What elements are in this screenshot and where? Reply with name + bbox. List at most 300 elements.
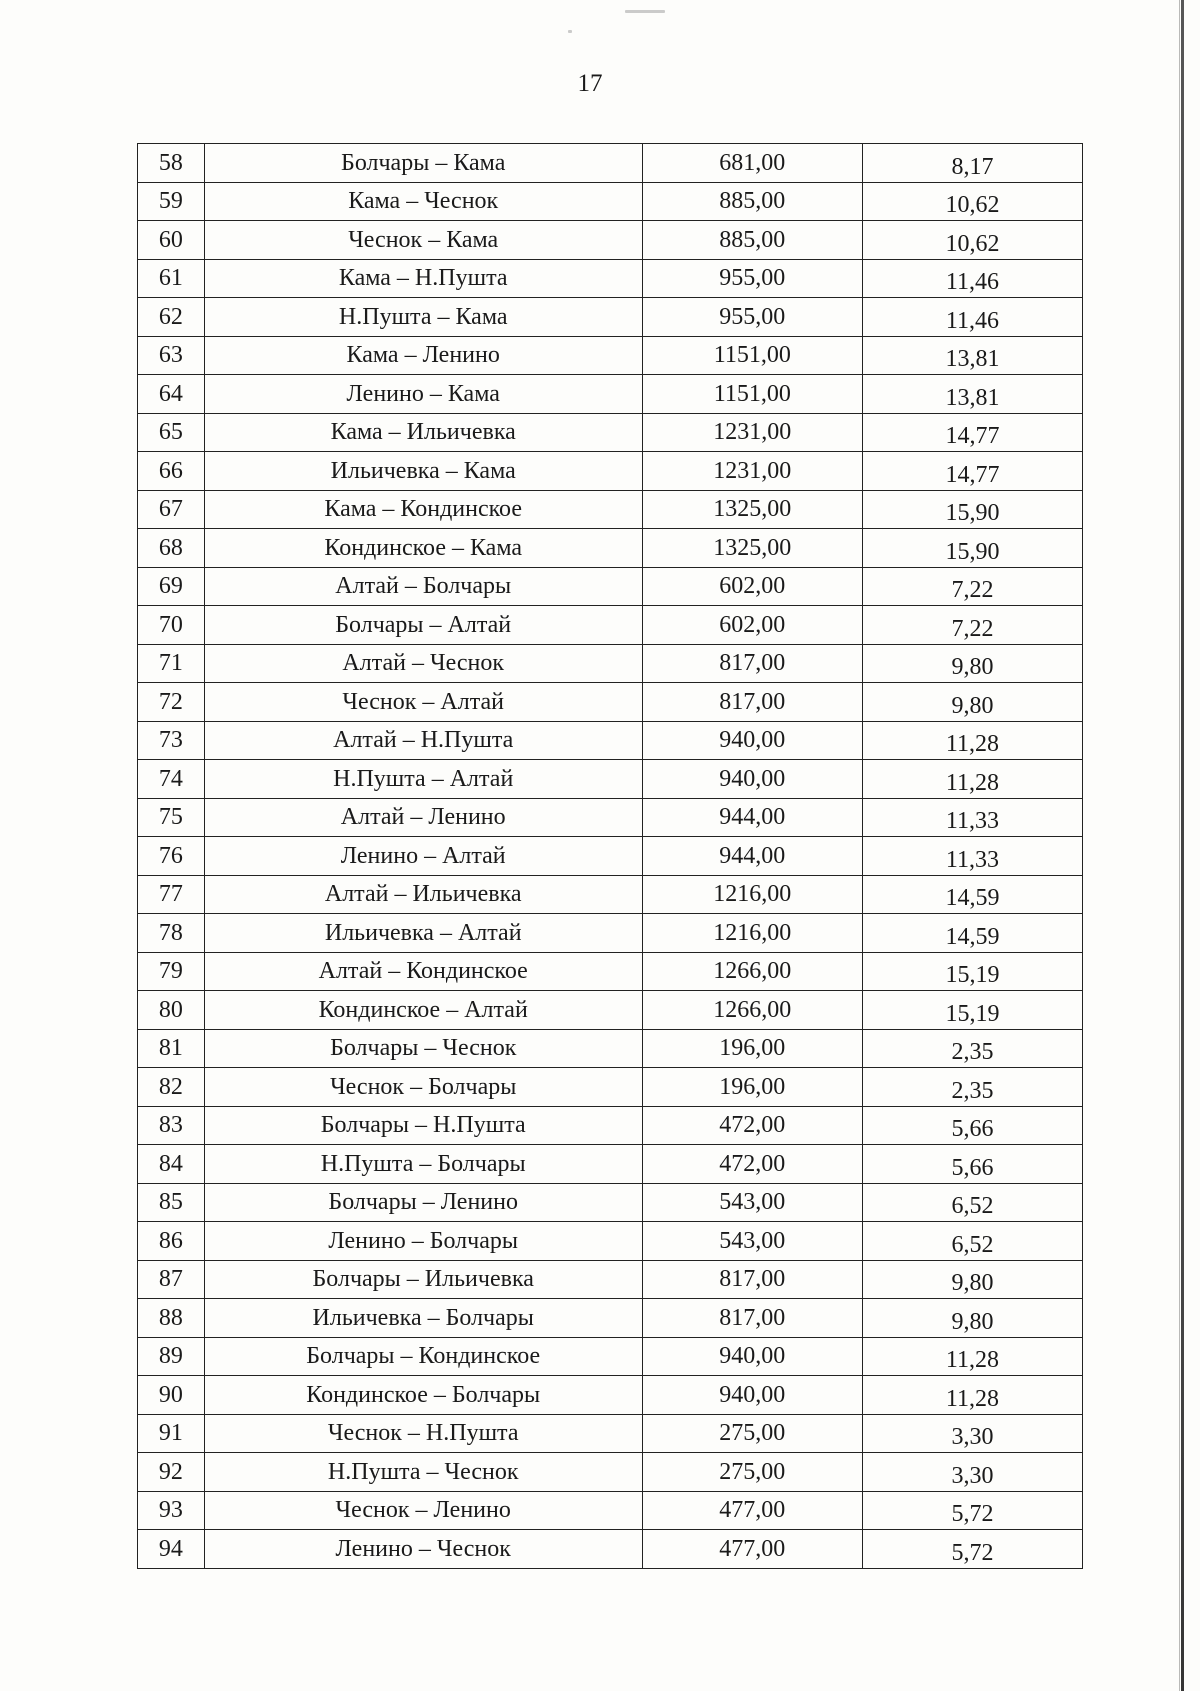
distance-cell-text: 955,00 <box>719 265 786 292</box>
distance-cell-text: 944,00 <box>719 842 786 869</box>
value-cell-text: 5,66 <box>951 1116 994 1143</box>
table-row <box>138 336 1083 375</box>
route-cell <box>204 144 642 183</box>
row-number-cell <box>138 952 205 991</box>
row-number-cell-text: 65 <box>158 419 183 446</box>
value-cell <box>862 1299 1082 1338</box>
value-cell-text: 10,62 <box>945 230 1000 257</box>
table-row <box>138 914 1083 953</box>
table-row <box>138 1299 1083 1338</box>
value-cell-text: 14,59 <box>945 923 1000 950</box>
distance-cell-text: 602,00 <box>719 611 786 638</box>
route-cell <box>204 1029 642 1068</box>
distance-cell-text: 944,00 <box>719 804 786 831</box>
route-cell-text: Чеснок – Н.Пушта <box>327 1420 519 1447</box>
table-row <box>138 952 1083 991</box>
route-cell-text: Болчары – Н.Пушта <box>320 1112 526 1139</box>
value-cell-text: 14,77 <box>945 461 1000 488</box>
row-number-cell <box>138 413 205 452</box>
value-cell <box>862 1491 1082 1530</box>
route-cell <box>204 259 642 298</box>
distance-cell <box>642 760 862 799</box>
route-cell-text: Алтай – Н.Пушта <box>333 727 514 754</box>
distance-cell <box>642 298 862 337</box>
distance-cell-text: 472,00 <box>719 1150 786 1177</box>
route-cell-text: Алтай – Чеснок <box>342 650 504 677</box>
distance-cell <box>642 1491 862 1530</box>
row-number-cell <box>138 1414 205 1453</box>
value-cell-text: 6,52 <box>951 1193 994 1220</box>
route-cell-text: Алтай – Ильичевка <box>324 881 522 908</box>
distance-cell-text: 1231,00 <box>713 457 792 484</box>
route-cell-text: Чеснок – Ленино <box>335 1497 511 1524</box>
distance-cell <box>642 875 862 914</box>
value-cell <box>862 760 1082 799</box>
value-cell-text: 9,80 <box>951 654 994 681</box>
value-cell <box>862 875 1082 914</box>
row-number-cell <box>138 298 205 337</box>
route-cell <box>204 1530 642 1569</box>
value-cell-text: 7,22 <box>951 615 994 642</box>
table-row <box>138 1337 1083 1376</box>
row-number-cell <box>138 1491 205 1530</box>
route-cell <box>204 1145 642 1184</box>
row-number-cell-text: 61 <box>158 265 183 292</box>
distance-cell <box>642 721 862 760</box>
distance-cell <box>642 567 862 606</box>
distance-cell-text: 1266,00 <box>713 958 792 985</box>
value-cell <box>862 567 1082 606</box>
distance-cell <box>642 644 862 683</box>
scan-edge-line <box>1179 0 1180 1691</box>
row-number-cell <box>138 567 205 606</box>
distance-cell <box>642 490 862 529</box>
table-row <box>138 182 1083 221</box>
table-row <box>138 452 1083 491</box>
route-cell-text: Ленино – Болчары <box>328 1227 518 1254</box>
row-number-cell-text: 79 <box>158 958 183 985</box>
row-number-cell-text: 83 <box>158 1112 183 1139</box>
distance-cell <box>642 1068 862 1107</box>
row-number-cell-text: 68 <box>158 534 183 561</box>
row-number-cell-text: 69 <box>158 573 183 600</box>
route-cell <box>204 1183 642 1222</box>
table-row <box>138 1145 1083 1184</box>
table-row <box>138 644 1083 683</box>
row-number-cell <box>138 259 205 298</box>
route-cell <box>204 182 642 221</box>
route-cell-text: Болчары – Ильичевка <box>312 1266 534 1293</box>
value-cell <box>862 1068 1082 1107</box>
route-cell-text: Ильичевка – Алтай <box>324 919 522 946</box>
distance-cell-text: 1231,00 <box>713 419 792 446</box>
distance-cell <box>642 1530 862 1569</box>
row-number-cell <box>138 991 205 1030</box>
row-number-cell-text: 90 <box>158 1381 183 1408</box>
route-cell <box>204 1337 642 1376</box>
route-cell-text: Кама – Н.Пушта <box>338 265 508 292</box>
route-cell <box>204 875 642 914</box>
table-row <box>138 683 1083 722</box>
distance-cell <box>642 375 862 414</box>
value-cell-text: 2,35 <box>951 1077 994 1104</box>
distance-cell-text: 543,00 <box>719 1189 786 1216</box>
distance-cell <box>642 413 862 452</box>
row-number-cell <box>138 182 205 221</box>
distance-cell-text: 543,00 <box>719 1227 786 1254</box>
table-row <box>138 1183 1083 1222</box>
scan-edge-shadow <box>1181 0 1184 1691</box>
table-row <box>138 760 1083 799</box>
value-cell-text: 15,19 <box>945 1000 1000 1027</box>
row-number-cell <box>138 1145 205 1184</box>
route-table-body <box>138 144 1083 1569</box>
distance-cell <box>642 1453 862 1492</box>
value-cell-text: 13,81 <box>945 346 1000 373</box>
route-cell <box>204 567 642 606</box>
distance-cell-text: 1325,00 <box>713 534 792 561</box>
distance-cell <box>642 683 862 722</box>
route-cell-text: Н.Пушта – Кама <box>338 303 508 330</box>
row-number-cell <box>138 914 205 953</box>
route-cell <box>204 1414 642 1453</box>
row-number-cell-text: 87 <box>158 1266 183 1293</box>
route-cell-text: Кама – Ильичевка <box>330 419 516 446</box>
table-row <box>138 259 1083 298</box>
table-row <box>138 1491 1083 1530</box>
route-cell <box>204 760 642 799</box>
value-cell <box>862 259 1082 298</box>
route-cell-text: Алтай – Ленино <box>340 804 506 831</box>
row-number-cell-text: 75 <box>158 804 183 831</box>
distance-cell <box>642 991 862 1030</box>
row-number-cell-text: 63 <box>158 342 183 369</box>
distance-cell <box>642 182 862 221</box>
route-cell-text: Алтай – Болчары <box>335 573 512 600</box>
row-number-cell <box>138 1068 205 1107</box>
value-cell-text: 9,80 <box>951 1270 994 1297</box>
distance-cell <box>642 952 862 991</box>
table-row <box>138 144 1083 183</box>
row-number-cell <box>138 336 205 375</box>
route-cell <box>204 490 642 529</box>
scan-speck <box>625 10 665 13</box>
route-cell <box>204 1453 642 1492</box>
distance-cell <box>642 1376 862 1415</box>
distance-cell <box>642 1299 862 1338</box>
distance-cell-text: 1325,00 <box>713 496 792 523</box>
distance-cell <box>642 1106 862 1145</box>
value-cell-text: 3,30 <box>951 1462 994 1489</box>
route-cell <box>204 1260 642 1299</box>
distance-cell-text: 817,00 <box>719 1266 786 1293</box>
route-cell <box>204 606 642 645</box>
value-cell <box>862 1029 1082 1068</box>
value-cell <box>862 1414 1082 1453</box>
value-cell-text: 5,72 <box>951 1501 994 1528</box>
value-cell <box>862 1530 1082 1569</box>
table-row <box>138 837 1083 876</box>
table-row <box>138 567 1083 606</box>
distance-cell <box>642 1337 862 1376</box>
value-cell <box>862 837 1082 876</box>
value-cell <box>862 182 1082 221</box>
row-number-cell-text: 66 <box>158 457 183 484</box>
distance-cell <box>642 837 862 876</box>
value-cell-text: 11,46 <box>945 307 999 334</box>
distance-cell-text: 602,00 <box>719 573 786 600</box>
table-row <box>138 875 1083 914</box>
value-cell-text: 15,19 <box>945 962 1000 989</box>
row-number-cell <box>138 798 205 837</box>
row-number-cell <box>138 606 205 645</box>
row-number-cell-text: 86 <box>158 1227 183 1254</box>
row-number-cell <box>138 1029 205 1068</box>
route-cell-text: Ленино – Чеснок <box>335 1535 511 1562</box>
value-cell-text: 9,80 <box>951 1308 994 1335</box>
row-number-cell <box>138 490 205 529</box>
distance-cell-text: 275,00 <box>719 1458 786 1485</box>
route-cell-text: Н.Пушта – Чеснок <box>327 1458 519 1485</box>
route-cell-text: Болчары – Ленино <box>328 1189 518 1216</box>
distance-cell-text: 681,00 <box>719 149 786 176</box>
value-cell-text: 6,52 <box>951 1231 994 1258</box>
value-cell <box>862 221 1082 260</box>
distance-cell-text: 196,00 <box>719 1073 786 1100</box>
distance-cell <box>642 1260 862 1299</box>
route-cell <box>204 991 642 1030</box>
row-number-cell <box>138 1530 205 1569</box>
distance-cell-text: 940,00 <box>719 727 786 754</box>
route-cell-text: Алтай – Кондинское <box>318 958 528 985</box>
distance-cell-text: 940,00 <box>719 765 786 792</box>
row-number-cell <box>138 1453 205 1492</box>
row-number-cell-text: 89 <box>158 1343 183 1370</box>
scan-speck <box>568 30 572 33</box>
row-number-cell <box>138 1337 205 1376</box>
route-cell <box>204 375 642 414</box>
row-number-cell-text: 74 <box>158 765 183 792</box>
route-cell-text: Кондинское – Алтай <box>318 996 528 1023</box>
table-row <box>138 1068 1083 1107</box>
table-row <box>138 1106 1083 1145</box>
value-cell <box>862 952 1082 991</box>
row-number-cell-text: 76 <box>158 842 183 869</box>
value-cell <box>862 1106 1082 1145</box>
route-cell-text: Н.Пушта – Болчары <box>320 1150 526 1177</box>
value-cell <box>862 490 1082 529</box>
distance-cell-text: 885,00 <box>719 188 786 215</box>
route-cell <box>204 1106 642 1145</box>
value-cell <box>862 298 1082 337</box>
row-number-cell <box>138 1222 205 1261</box>
value-cell-text: 3,30 <box>951 1424 994 1451</box>
value-cell-text: 5,66 <box>951 1154 994 1181</box>
row-number-cell-text: 92 <box>158 1458 183 1485</box>
distance-cell-text: 940,00 <box>719 1343 786 1370</box>
table-row <box>138 298 1083 337</box>
row-number-cell-text: 78 <box>158 919 183 946</box>
route-cell-text: Чеснок – Алтай <box>342 688 504 715</box>
distance-cell <box>642 452 862 491</box>
value-cell <box>862 683 1082 722</box>
row-number-cell-text: 88 <box>158 1304 183 1331</box>
distance-cell-text: 1216,00 <box>713 881 792 908</box>
route-cell <box>204 837 642 876</box>
value-cell <box>862 721 1082 760</box>
route-cell-text: Болчары – Кама <box>341 149 506 176</box>
value-cell-text: 15,90 <box>945 500 1000 527</box>
value-cell-text: 10,62 <box>945 192 1000 219</box>
table-row <box>138 798 1083 837</box>
row-number-cell <box>138 760 205 799</box>
row-number-cell <box>138 1299 205 1338</box>
route-cell <box>204 452 642 491</box>
route-cell-text: Кама – Кондинское <box>324 496 523 523</box>
table-row <box>138 490 1083 529</box>
value-cell-text: 2,35 <box>951 1039 994 1066</box>
row-number-cell <box>138 875 205 914</box>
distance-cell-text: 1151,00 <box>713 342 791 369</box>
row-number-cell-text: 59 <box>158 188 183 215</box>
distance-cell-text: 1216,00 <box>713 919 792 946</box>
table-row <box>138 375 1083 414</box>
value-cell <box>862 1260 1082 1299</box>
value-cell-text: 11,33 <box>945 808 999 835</box>
value-cell <box>862 914 1082 953</box>
value-cell <box>862 798 1082 837</box>
row-number-cell <box>138 1260 205 1299</box>
route-cell-text: Болчары – Алтай <box>335 611 512 638</box>
row-number-cell-text: 60 <box>158 226 183 253</box>
value-cell <box>862 375 1082 414</box>
row-number-cell-text: 80 <box>158 996 183 1023</box>
row-number-cell <box>138 644 205 683</box>
row-number-cell-text: 73 <box>158 727 183 754</box>
value-cell-text: 11,28 <box>945 1385 999 1412</box>
row-number-cell-text: 70 <box>158 611 183 638</box>
route-cell <box>204 683 642 722</box>
row-number-cell-text: 72 <box>158 688 183 715</box>
route-cell-text: Чеснок – Кама <box>348 226 499 253</box>
route-cell <box>204 721 642 760</box>
row-number-cell-text: 91 <box>158 1420 183 1447</box>
distance-cell-text: 472,00 <box>719 1112 786 1139</box>
table-row <box>138 413 1083 452</box>
value-cell <box>862 1145 1082 1184</box>
route-cell <box>204 644 642 683</box>
distance-cell-text: 275,00 <box>719 1420 786 1447</box>
row-number-cell-text: 64 <box>158 380 183 407</box>
value-cell-text: 11,46 <box>945 269 999 296</box>
route-cell <box>204 1222 642 1261</box>
distance-cell-text: 817,00 <box>719 650 786 677</box>
value-cell-text: 14,77 <box>945 423 1000 450</box>
distance-cell <box>642 1183 862 1222</box>
row-number-cell <box>138 683 205 722</box>
distance-cell-text: 955,00 <box>719 303 786 330</box>
value-cell <box>862 644 1082 683</box>
page-number: 17 <box>577 70 603 97</box>
row-number-cell-text: 85 <box>158 1189 183 1216</box>
row-number-cell-text: 84 <box>158 1150 183 1177</box>
route-cell <box>204 1376 642 1415</box>
route-cell <box>204 952 642 991</box>
table-row <box>138 1530 1083 1569</box>
value-cell <box>862 413 1082 452</box>
distance-cell <box>642 336 862 375</box>
route-cell-text: Ильичевка – Болчары <box>312 1304 534 1331</box>
distance-cell <box>642 798 862 837</box>
row-number-cell-text: 71 <box>158 650 183 677</box>
route-cell-text: Чеснок – Болчары <box>330 1073 517 1100</box>
row-number-cell <box>138 1183 205 1222</box>
distance-cell <box>642 529 862 568</box>
table-row <box>138 529 1083 568</box>
row-number-cell-text: 93 <box>158 1497 183 1524</box>
route-cell <box>204 914 642 953</box>
value-cell <box>862 991 1082 1030</box>
route-cell <box>204 336 642 375</box>
value-cell-text: 11,28 <box>945 769 999 796</box>
row-number-cell-text: 62 <box>158 303 183 330</box>
distance-cell-text: 196,00 <box>719 1035 786 1062</box>
value-cell <box>862 144 1082 183</box>
route-cell <box>204 413 642 452</box>
route-cell-text: Кондинское – Кама <box>324 534 523 561</box>
value-cell-text: 11,33 <box>945 846 999 873</box>
value-cell-text: 11,28 <box>945 1347 999 1374</box>
route-cell-text: Ленино – Кама <box>346 380 500 407</box>
route-table <box>137 143 1083 1569</box>
value-cell-text: 8,17 <box>951 153 994 180</box>
value-cell-text: 5,72 <box>951 1539 994 1566</box>
table-row <box>138 721 1083 760</box>
table-row <box>138 606 1083 645</box>
value-cell <box>862 606 1082 645</box>
route-cell-text: Ленино – Алтай <box>340 842 506 869</box>
value-cell-text: 14,59 <box>945 885 1000 912</box>
value-cell-text: 11,28 <box>945 731 999 758</box>
route-cell-text: Кама – Чеснок <box>348 188 499 215</box>
row-number-cell-text: 94 <box>158 1535 183 1562</box>
row-number-cell <box>138 721 205 760</box>
table-row <box>138 991 1083 1030</box>
value-cell <box>862 1183 1082 1222</box>
value-cell <box>862 336 1082 375</box>
table-row <box>138 1453 1083 1492</box>
route-cell-text: Болчары – Кондинское <box>306 1343 541 1370</box>
route-cell-text: Кондинское – Болчары <box>306 1381 541 1408</box>
route-cell <box>204 798 642 837</box>
distance-cell <box>642 259 862 298</box>
route-cell <box>204 221 642 260</box>
value-cell-text: 9,80 <box>951 692 994 719</box>
row-number-cell-text: 81 <box>158 1035 183 1062</box>
table-row <box>138 221 1083 260</box>
route-cell-text: Болчары – Чеснок <box>330 1035 517 1062</box>
value-cell <box>862 1222 1082 1261</box>
row-number-cell-text: 82 <box>158 1073 183 1100</box>
value-cell-text: 7,22 <box>951 577 994 604</box>
value-cell <box>862 452 1082 491</box>
value-cell <box>862 529 1082 568</box>
distance-cell-text: 1151,00 <box>713 380 791 407</box>
row-number-cell <box>138 837 205 876</box>
distance-cell-text: 1266,00 <box>713 996 792 1023</box>
distance-cell <box>642 606 862 645</box>
distance-cell <box>642 1222 862 1261</box>
